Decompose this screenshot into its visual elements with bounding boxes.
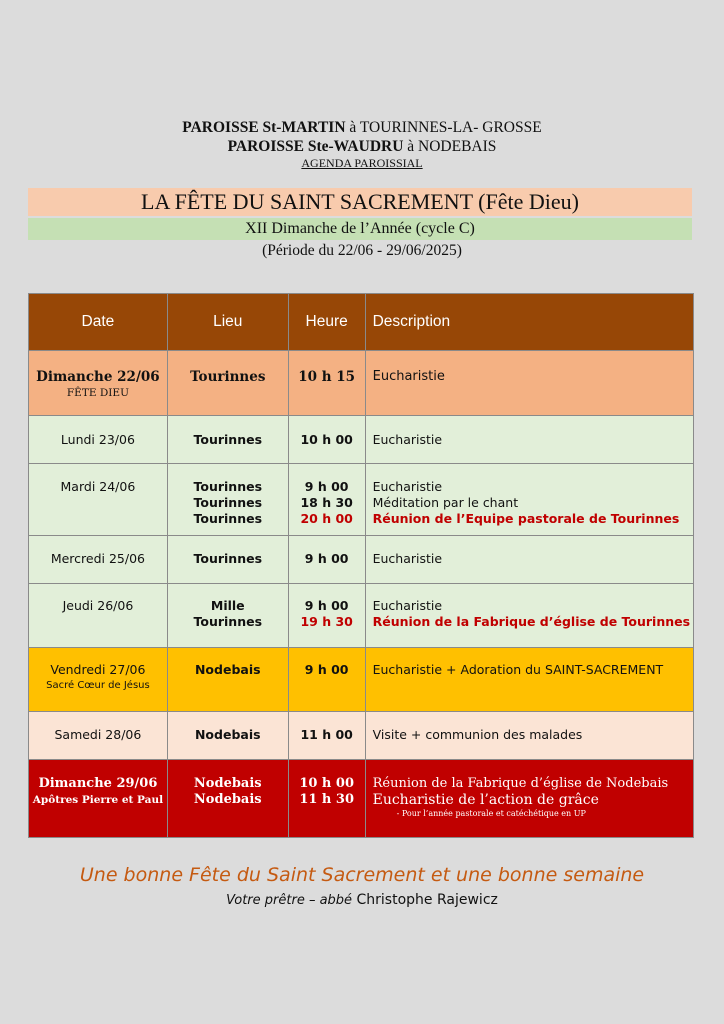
heure-label: 10 h 15: [298, 369, 356, 385]
lieu-cell: [167, 760, 288, 838]
description-label: Eucharistie: [372, 479, 443, 494]
lieu-label: Nodebais: [194, 662, 261, 677]
description-cell: [365, 648, 693, 712]
lieu-label: Nodebais: [193, 792, 262, 807]
header-description: Description: [365, 294, 693, 351]
date-label: Samedi 28/06: [54, 727, 142, 742]
lieu-label: Tourinnes: [193, 495, 263, 510]
lieu-cell: [167, 351, 288, 416]
date-label: Lundi 23/06: [60, 432, 135, 447]
date-label: Dimanche 29/06: [38, 776, 158, 791]
description-cell: [365, 536, 693, 584]
table-row: [29, 648, 694, 712]
table-row: [29, 536, 694, 584]
signature: [0, 890, 724, 911]
heure-label: 18 h 30: [300, 495, 353, 510]
heure-label: 9 h 00: [304, 551, 349, 566]
date-cell: [29, 351, 168, 416]
signature-prefix: Votre prêtre – abbé: [226, 893, 353, 908]
table-row: [29, 584, 694, 648]
heure-label: 11 h 00: [300, 727, 353, 742]
heure-label: 9 h 00: [304, 598, 349, 613]
description-label: Eucharistie: [372, 551, 443, 566]
lieu-label: Tourinnes: [193, 551, 263, 566]
parish-name-1: PAROISSE St-MARTIN: [182, 119, 346, 136]
lieu-label: Tourinnes: [193, 614, 263, 629]
date-label: Vendredi 27/06: [50, 662, 146, 677]
date-cell: [29, 584, 168, 648]
lieu-label: Tourinnes: [190, 369, 266, 385]
parish-line-2: [0, 137, 724, 156]
heure-cell: [288, 536, 365, 584]
period-label: (Période du 22/06 - 29/06/2025): [262, 242, 462, 259]
description-note: - Pour l’année pastorale et catéchétique en UP: [396, 809, 586, 818]
description-label: Réunion de la Fabrique d’église de Nodebais: [372, 776, 669, 791]
table-row: [29, 712, 694, 760]
closing-wish: Une bonne Fête du Saint Sacrement et une bonne semaine: [79, 864, 645, 886]
lieu-cell: [167, 416, 288, 464]
description-cell: [365, 351, 693, 416]
lieu-label: Tourinnes: [193, 432, 263, 447]
table-row: [29, 351, 694, 416]
description-label: Eucharistie de l’action de grâce: [372, 792, 599, 808]
date-cell: [29, 416, 168, 464]
table-row: [29, 416, 694, 464]
parish-header: [0, 118, 724, 170]
lieu-label: Tourinnes: [193, 511, 263, 526]
heure-label-highlight: 19 h 30: [300, 614, 353, 629]
date-label: Mardi 24/06: [60, 479, 136, 494]
parish-name-2: PAROISSE Ste-WAUDRU: [227, 138, 404, 155]
table-row: [29, 464, 694, 536]
heure-cell: [288, 712, 365, 760]
date-note: Apôtres Pierre et Paul: [32, 794, 164, 806]
description-cell: [365, 760, 693, 838]
parish-place-1: à TOURINNES-LA- GROSSE: [345, 119, 542, 136]
heure-label: 9 h 00: [304, 662, 349, 677]
lieu-cell: [167, 464, 288, 536]
heure-cell: [288, 351, 365, 416]
parish-line-1: [0, 118, 724, 137]
description-label: Eucharistie: [372, 598, 443, 613]
heure-label: 10 h 00: [300, 432, 353, 447]
sunday-subtitle: XII Dimanche de l’Année (cycle C): [28, 218, 692, 240]
header-lieu: Lieu: [167, 294, 288, 351]
date-note: Sacré Cœur de Jésus: [46, 680, 150, 691]
description-label-highlight: Réunion de la Fabrique d’église de Tourinnes: [372, 614, 691, 629]
date-cell: [29, 536, 168, 584]
header-heure: Heure: [288, 294, 365, 351]
agenda-table: [28, 293, 694, 838]
heure-cell: [288, 760, 365, 838]
feast-title: LA FÊTE DU SAINT SACREMENT (Fête Dieu): [28, 188, 692, 216]
heure-label: 11 h 30: [299, 792, 354, 807]
description-label: Eucharistie + Adoration du SAINT-SACREMENT: [372, 662, 664, 677]
lieu-label: Nodebais: [194, 727, 261, 742]
lieu-cell: [167, 648, 288, 712]
date-cell: [29, 464, 168, 536]
description-cell: [365, 416, 693, 464]
description-cell: [365, 584, 693, 648]
table-row: [29, 760, 694, 838]
lieu-label: Mille: [210, 598, 245, 613]
description-label: Eucharistie: [372, 432, 443, 447]
date-cell: [29, 712, 168, 760]
agenda-label: AGENDA PAROISSIAL: [301, 156, 423, 170]
description-cell: [365, 712, 693, 760]
date-label: Jeudi 26/06: [62, 598, 134, 613]
lieu-cell: [167, 584, 288, 648]
heure-cell: [288, 464, 365, 536]
date-note: FÊTE DIEU: [66, 387, 129, 399]
date-cell: [29, 760, 168, 838]
heure-cell: [288, 584, 365, 648]
heure-label-highlight: 20 h 00: [300, 511, 353, 526]
lieu-cell: [167, 712, 288, 760]
description-cell: [365, 464, 693, 536]
date-cell: [29, 648, 168, 712]
lieu-cell: [167, 536, 288, 584]
heure-label: 10 h 00: [299, 776, 354, 791]
parish-place-2: à NODEBAIS: [403, 138, 497, 155]
header-date: Date: [29, 294, 168, 351]
date-label: Mercredi 25/06: [50, 551, 145, 566]
description-label: Eucharistie: [372, 369, 445, 384]
heure-cell: [288, 416, 365, 464]
date-label: Dimanche 22/06: [36, 369, 160, 385]
lieu-label: Nodebais: [193, 776, 262, 791]
signature-name: Christophe Rajewicz: [352, 892, 498, 908]
lieu-label: Tourinnes: [193, 479, 263, 494]
description-label-highlight: Réunion de l’Equipe pastorale de Tourinnes: [372, 511, 680, 526]
heure-cell: [288, 648, 365, 712]
heure-label: 9 h 00: [304, 479, 349, 494]
description-label: Visite + communion des malades: [372, 727, 583, 742]
description-label: Méditation par le chant: [372, 495, 519, 510]
table-header-row: [29, 294, 694, 351]
